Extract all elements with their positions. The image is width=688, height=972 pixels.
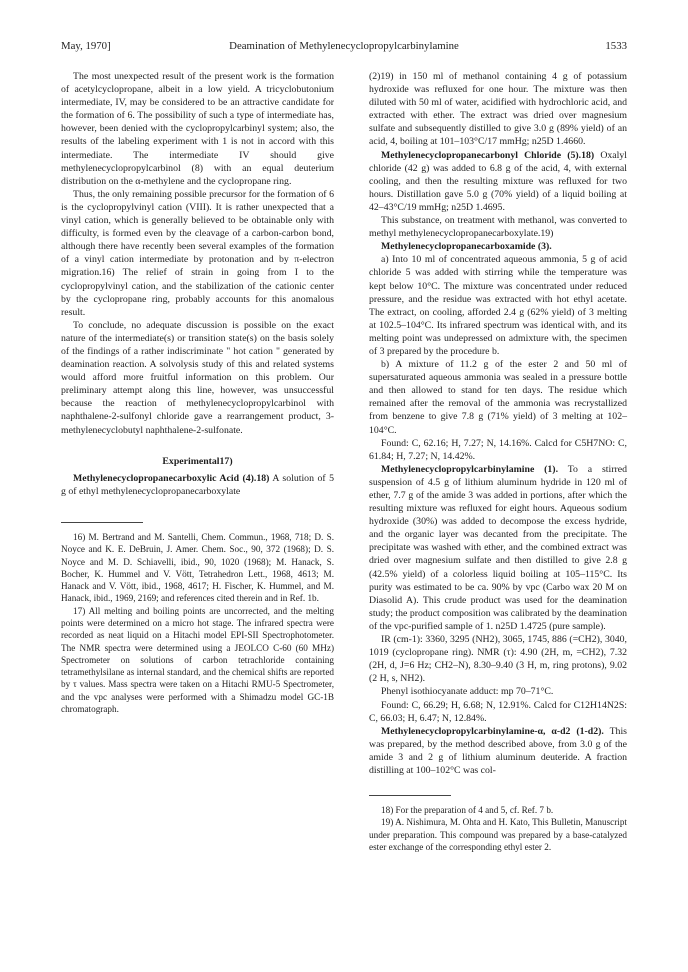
paragraph: IR (cm-1): 3360, 3295 (NH2), 3065, 1745, 886 (=CH2), 3040, 1019 (cyclopropane ring). NMR (τ): 4.90 (2H, m, =CH2), 7.32 (2H, d, J=6 Hz; CH2–N), 8.30–9.40 (3 H, m, ring protons), 9.02 (2 H, s, NH2). — [369, 634, 627, 685]
paragraph: Thus, the only remaining possible precursor for the formation of 6 is the cyclopropylvinyl cation (VIII). It is rather unexpected that a vinyl cation, which is generally believed to be obtainable only with difficulty, is formed even by the cleavage of a carbon-carbon bond, although there have recently been several examples of the formation of a vinyl cation intermediate by protonation and by π-electron migration.16) The relief of strain in going from I to the cyclopropylvinyl cation, and the stabilization of the cationic center by the cyclopropane ring, probably accounts for this anomalous result. — [61, 188, 334, 318]
paragraph: Found: C, 62.16; H, 7.27; N, 14.16%. Calcd for C5H7NO: C, 61.84; H, 7.27; N, 14.42%. — [369, 437, 627, 462]
spacer — [61, 437, 334, 455]
paragraph: Methylenecyclopropylcarbinylamine (1). To a stirred suspension of 4.5 g of lithium aluminum hydride in 120 ml of ether, 7.7 g of the amide 3 was added in portions, after which the resulting mixture was refluxed for eight hours. Aqueous sodium hydroxide (30%) was added to decompose the excess hydride, and the organic layer was decanted from the precipitate. The precipitate was washed with ether, and the combined extract was dried over magnesium sulfate and then distilled to give 2.8 g (42.5% yield) of a colorless liquid boiling at 105–115°C. Its purity was estimated to be ca. 90% by vpc (Carbo wax 20 M on Diasolid A). This crude product was used for the deamination study; the product composition was calibrated by the deamination of the vpc-purified sample of 1. n25D 1.4725 (pure sample). — [369, 463, 628, 632]
footnote-17: 17) All melting and boiling points are uncorrected, and the melting points were determined on a micro hot stage. The infrared spectra were recorded as neat liquid on a Hitachi model EPI-SII Spectrophotometer. The NMR spectra were determined using a JEOLCO C-60 (60 MHz) Spectrometer on solutions of carbon tetrachloride containing tetramethylsilane as internal standard, and the chemical shifts are reported by τ values. Mass spectra were taken on a Hitachi RMU-5 Spectrometer, and the vpc analyses were performed with a Shimadzu model GC-1B chromatograph. — [61, 605, 334, 715]
paragraph: To conclude, no adequate discussion is possible on the exact nature of the intermediate(s) or transition state(s) on the basis solely of the findings of a rather indiscriminate " hot cation " generated by deamination reaction. A solvolysis study of this and related systems would afford more fruitful information on this problem. Our preliminary attempt along this line, however, was unsuccessful because the reaction of methylenecyclopropylcarbinol with naphthalene-2-sulfonyl chloride gave a rearrangement product, 3-methylenecyclobutyl naphthalene-2-sulfonate. — [61, 319, 334, 436]
spacer — [61, 498, 334, 522]
footnote-18: 18) For the preparation of 4 and 5, cf. Ref. 7 b. — [381, 805, 554, 816]
header-date: May, 1970] — [61, 40, 111, 52]
compound-heading: Methylenecyclopropanecarboxylic Acid (4).18) — [73, 472, 270, 484]
footnote-16: 16) M. Bertrand and M. Santelli, Chem. Commun., 1968, 718; D. S. Noyce and K. E. DeBruin, J. Amer. Chem. Soc., 90, 372 (1968); D. S. Noyce and M. D. Schiavelli, ibid., 90, 1020 (1968); M. Hanack, S. Bocher, K. Hummel and V. Vött, Tetrahedron Lett., 1968, 4613; M. Hanack and V. Vött, ibid., 1968, 4617; H. Fischer, K. Hummel, and M. Hanack, ibid., 1969, 2169; and references cited therein and in Ref. 1b. — [61, 531, 334, 604]
paragraph: The most unexpected result of the present work is the formation of acetylcyclopropane, albeit in a low yield. A tricyclobutonium intermediate, IV, may be considered to be an attractive candidate for the formation of 6. The possibility of such a type of intermediate has, however, been denied with the cyclopropylcarbinyl system; also, the results of the labeling experiment with 1 is not in accord with this intermediate. The intermediate IV should give methylenecyclopropylcarbinol (8) with an equal deuterium distribution on the α-methylene and the cyclopropane ring. — [61, 71, 334, 187]
paragraph: (2)19) in 150 ml of methanol containing 4 g of potassium hydroxide was refluxed for one hour. The mixture was then diluted with 50 ml of water, acidified with hydrochloric acid, and extracted with ether. The extract was dried over magnesium sulfate and subsequently distilled to give 3.0 g (89% yield) of an acid, 4, boiling at 101–103°C/17 mmHg; n25D 1.4660. — [369, 71, 627, 148]
spacer — [61, 523, 334, 531]
spacer — [369, 796, 627, 804]
compound-heading: Methylenecyclopropylcarbinylamine-α, α-d2 (1-d2). — [381, 725, 604, 737]
right-column — [369, 70, 627, 853]
compound-heading: Methylenecyclopropanecarbonyl Chloride (5).18) — [381, 149, 595, 161]
spacer — [369, 777, 627, 795]
footnote-19: 19) A. Nishimura, M. Ohta and H. Kato, This Bulletin, Manuscript under preparation. This compound was prepared by a base-catalyzed ester exchange of the corresponding ethyl ester 2. — [369, 817, 627, 852]
paragraph: Found: C, 66.29; H, 6.68; N, 12.91%. Calcd for C12H14N2S: C, 66.03; H, 6.47; N, 12.84%. — [369, 699, 627, 724]
paragraph: Methylenecyclopropylcarbinylamine-α, α-d2 (1-d2). This was prepared, by the method described above, from 3.0 g of the amide 3 and 2 g of lithium aluminum deuteride. A fraction distilling at 100–102°C was col- — [369, 725, 627, 776]
compound-heading: Methylenecyclopropanecarboxamide (3). — [381, 241, 552, 253]
left-column — [61, 70, 334, 715]
paragraph: This substance, on treatment with methanol, was converted to methyl methylenecyclopropanecarboxylate.19) — [369, 215, 627, 240]
section-heading-experimental: Experimental17) — [162, 455, 233, 467]
paragraph: Methylenecyclopropanecarboxylic Acid (4).18) A solution of 5 g of ethyl methylenecyclopropanecarboxylate — [61, 472, 334, 497]
paragraph: a) Into 10 ml of concentrated aqueous ammonia, 5 g of acid chloride 5 was added with stirring while the temperature was kept below 10°C. The mixture was concentrated under reduced pressure, and the residue was extracted with hot ethyl acetate. The extract, on cooling, afforded 2.4 g (62% yield) of 3 melting at 102.5–104°C. Its infrared spectrum was identical with, and its melting point was undepressed on admixture with, the specimen of 3 prepared by the procedure b. — [369, 254, 627, 357]
paragraph: Phenyl isothiocyanate adduct: mp 70–71°C. — [381, 686, 554, 698]
running-header — [61, 40, 627, 54]
paragraph: Methylenecyclopropanecarbonyl Chloride (5).18) Oxalyl chloride (42 g) was added to 6.8 g of the acid, 4, with external cooling, and then the resulting mixture was refluxed for two hours. Distillation gave 5.0 g (70% yield) of a liquid boiling at 42–43°C/19 mmHg; n25D 1.4695. — [369, 149, 627, 213]
paragraph: b) A mixture of 11.2 g of the ester 2 and 50 ml of supersaturated aqueous ammonia was sealed in a pressure bottle and then allowed to stand for ten days. The residue which remained after the removal of the ammonia was recrystallized from benzene to give 7.8 g (71% yield) of 3 melting at 102–104°C. — [369, 359, 627, 436]
compound-heading: Methylenecyclopropylcarbinylamine (1). — [381, 463, 559, 475]
page-number: 1533 — [605, 40, 627, 52]
header-title: Deamination of Methylenecyclopropylcarbinylamine — [229, 40, 459, 52]
